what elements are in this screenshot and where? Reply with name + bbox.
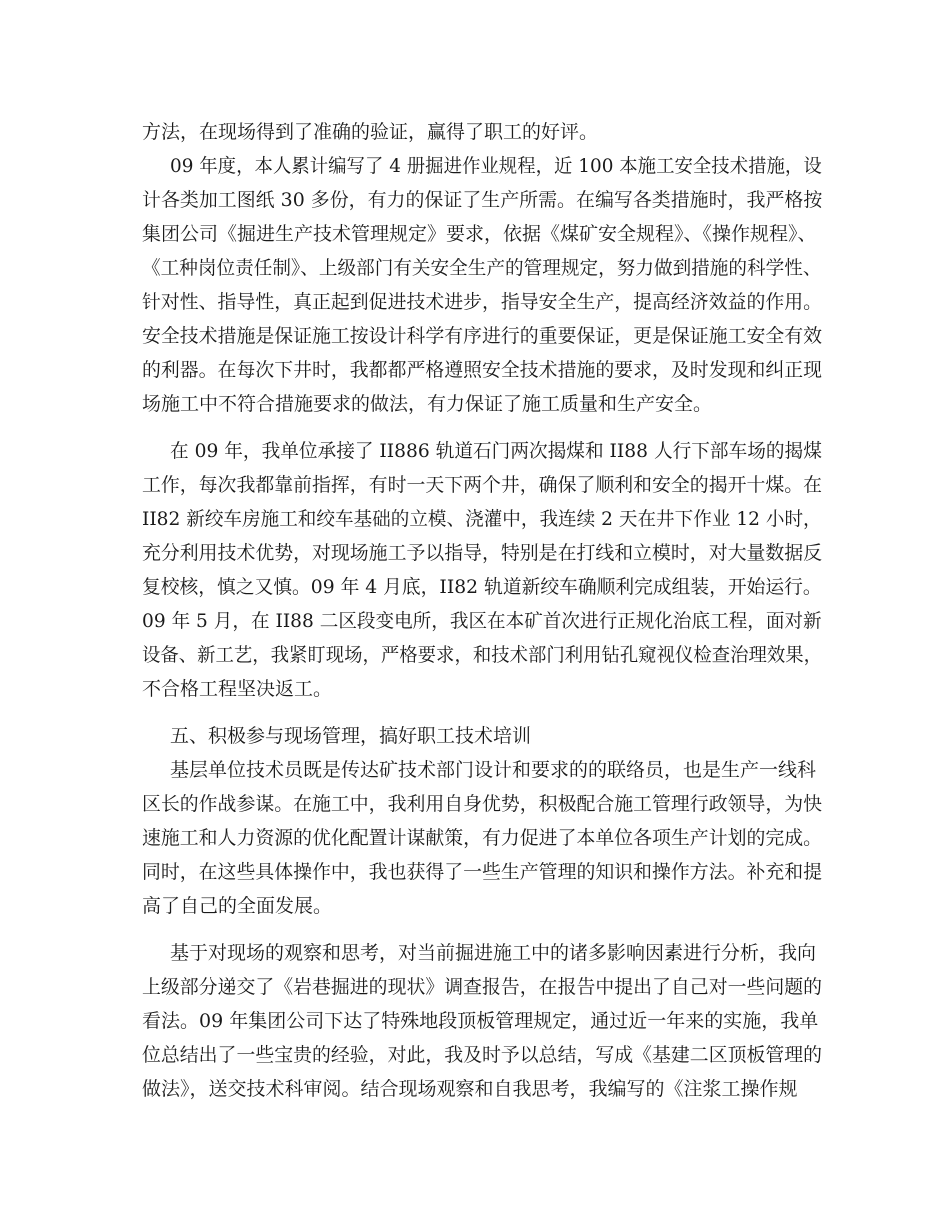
text-line: 方法，在现场得到了准确的验证，赢得了职工的好评。 bbox=[142, 121, 599, 143]
text-line: II82 新绞车房施工和绞车基础的立模、浇灌中，我连续 2 天在井下作业 12 小时， bbox=[142, 508, 822, 530]
paragraph-first-line: 在 09 年，我单位承接了 II886 轨道石门两次揭煤和 II88 人行下部车场的揭煤 bbox=[170, 440, 822, 462]
text-line: 不合格工程坚决返工。 bbox=[142, 678, 333, 700]
text-line: 位总结出了一些宝贵的经验，对此，我及时予以总结，写成《基建二区顶板管理的 bbox=[142, 1044, 823, 1066]
text-line: 高了自己的全面发展。 bbox=[142, 895, 333, 917]
text-line: 《工种岗位责任制》、上级部门有关安全生产的管理规定，努力做到措施的科学性、 bbox=[142, 257, 822, 279]
text-line: 看法。09 年集团公司下达了特殊地段顶板管理规定，通过近一年来的实施，我单 bbox=[142, 1010, 819, 1032]
text-line: 09 年 5 月，在 II88 二区段变电所，我区在本矿首次进行正规化治底工程，面对新 bbox=[142, 610, 822, 632]
text-line: 针对性、指导性，真正起到促进技术进步，指导安全生产，提高经济效益的作用。 bbox=[142, 291, 823, 313]
section-heading: 五、积极参与现场管理，搞好职工技术培训 bbox=[170, 725, 532, 747]
text-line: 集团公司《掘进生产技术管理规定》要求，依据《煤矿安全规程》、《操作规程》、 bbox=[142, 223, 817, 245]
text-line: 复校核，慎之又慎。09 年 4 月底，II82 轨道新绞车确顺利完成组装，开始运行。 bbox=[142, 576, 822, 598]
text-line: 场施工中不符合措施要求的做法，有力保证了施工质量和生产安全。 bbox=[142, 393, 713, 415]
paragraph-first-line: 09 年度，本人累计编写了 4 册掘进作业规程，近 100 本施工安全技术措施，设 bbox=[170, 155, 822, 177]
text-line: 同时，在这些具体操作中，我也获得了一些生产管理的知识和操作方法。补充和提 bbox=[142, 861, 823, 883]
text-line: 区长的作战参谋。在施工中，我利用自身优势，积极配合施工管理行政领导，为快 bbox=[142, 793, 823, 815]
text-line: 上级部分递交了《岩巷掘进的现状》调查报告，在报告中提出了自己对一些问题的 bbox=[142, 976, 823, 998]
paragraph-first-line: 基层单位技术员既是传达矿技术部门设计和要求的的联络员，也是生产一线科 bbox=[170, 759, 817, 781]
text-line: 安全技术措施是保证施工按设计科学有序进行的重要保证，更是保证施工安全有效 bbox=[142, 325, 823, 347]
text-line: 充分利用技术优势，对现场施工予以指导，特别是在打线和立模时，对大量数据反 bbox=[142, 542, 823, 564]
text-line: 设备、新工艺，我紧盯现场，严格要求，和技术部门利用钻孔窥视仪检查治理效果， bbox=[142, 644, 823, 666]
text-line: 的利器。在每次下井时，我都都严格遵照安全技术措施的要求，及时发现和纠正现 bbox=[142, 359, 823, 381]
text-line: 速施工和人力资源的优化配置计谋献策，有力促进了本单位各项生产计划的完成。 bbox=[142, 827, 823, 849]
text-line: 做法》，送交技术科审阅。结合现场观察和自我思考，我编写的《注浆工操作规 bbox=[142, 1078, 798, 1100]
text-line: 工作，每次我都靠前指挥，有时一天下两个井，确保了顺利和安全的揭开十煤。在 bbox=[142, 474, 823, 496]
text-line: 计各类加工图纸 30 多份，有力的保证了生产所需。在编写各类措施时，我严格按 bbox=[142, 189, 823, 211]
paragraph-first-line: 基于对现场的观察和思考，对当前掘进施工中的诸多影响因素进行分析，我向 bbox=[170, 942, 817, 964]
